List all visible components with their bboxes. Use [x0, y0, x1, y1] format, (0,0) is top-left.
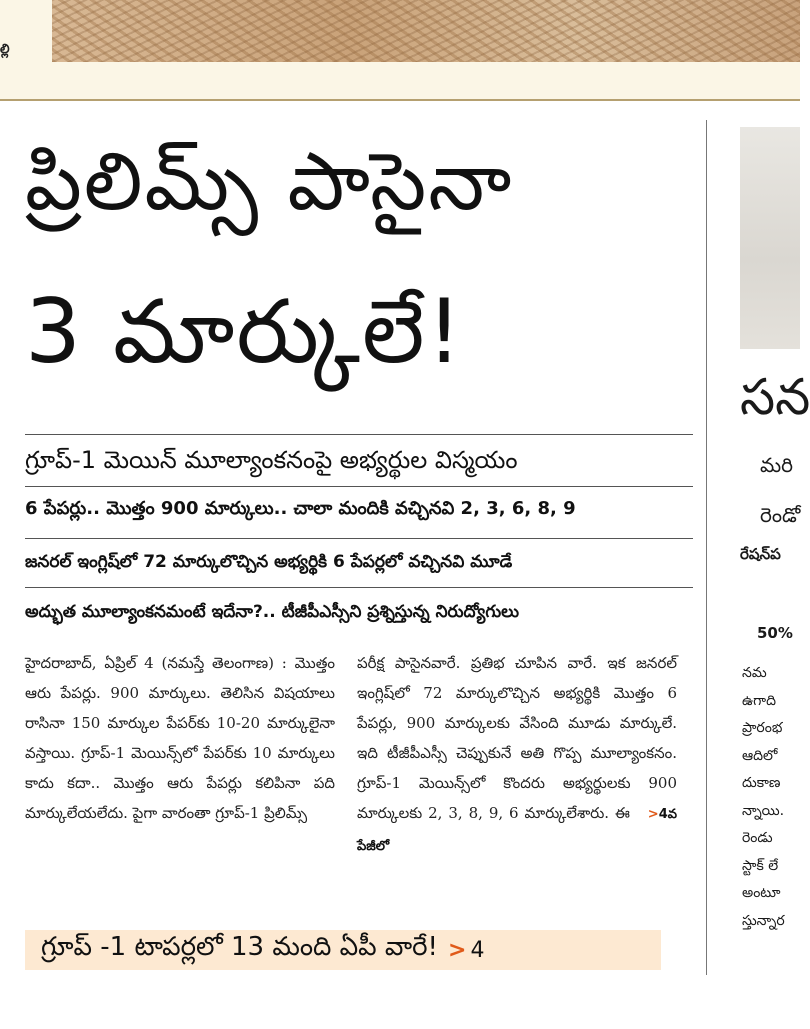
rule [25, 486, 693, 487]
subhead-3: జనరల్ ఇంగ్లిష్‌లో 72 మార్కులొచ్చిన అభ్యర్థికి 6 పేపర్లలో వచ్చినవి మూడే [25, 552, 513, 572]
teaser-text: గ్రూప్ -1 టాపర్లలో 13 మంది ఏపీ వారే! [41, 932, 438, 962]
headline-line-1: ప్రిలిమ్స్ పాసైనా [25, 135, 514, 228]
adjacent-line: ఆదిలో [742, 747, 778, 764]
rule [25, 538, 693, 539]
body-column-2-text: పరీక్ష పాసైనవారే. ప్రతిభ చూపిన వారే. ఇక జనరల్ ఇంగ్లిష్‌లో 72 మార్కులొచ్చిన అభ్యర్థికి మొత్తం 6 పేపర్లు, 900 మార్కులకు వేసింది మూడు మార్కులే. ఇది టీజీపీఎస్సీ చెప్పుకునే అతి గొప్ప మూల్యాంకనం. గ్రూప్-1 మెయిన్స్‌లో కొందరు అభ్యర్థులకు 900 మార్కులకు 2, 3, 8, 9, 6 మార్కులేశారు. ఈ [357, 654, 677, 822]
banner-photo [52, 0, 800, 62]
adjacent-percent: 50% [757, 624, 793, 642]
adjacent-line: అంటూ [742, 885, 781, 901]
adjacent-line: నమ [742, 665, 767, 681]
adjacent-line: స్తున్నార [742, 912, 785, 929]
subhead-2: 6 పేపర్లు.. మొత్తం 900 మార్కులు.. చాలా మందికి వచ్చినవి 2, 3, 6, 8, 9 [25, 498, 576, 519]
adjacent-line: రెండు [742, 830, 773, 846]
banner-caption: ల్లి [0, 42, 10, 57]
rule [25, 587, 693, 588]
adjacent-headline: సన [740, 368, 810, 426]
teaser-page-number: 4 [470, 937, 485, 963]
teaser-box[interactable] [25, 930, 661, 970]
adjacent-body [742, 660, 800, 935]
adjacent-line: స్టాక్ లే [742, 857, 779, 874]
teaser-arrow-icon: > [448, 937, 467, 963]
adjacent-line: ఉగాది [742, 692, 776, 709]
headline-line-2: 3 మార్కులే! [25, 280, 464, 383]
subhead-1: గ్రూప్-1 మెయిన్ మూల్యాంకనంపై అభ్యర్థుల విస్మయం [25, 446, 518, 474]
adjacent-bold-line: రేషన్‌ప [740, 545, 781, 563]
body-column-1: హైదరాబాద్, ఏప్రిల్ 4 (నమస్తే తెలంగాణ) : మొత్తం ఆరు పేపర్లు. 900 మార్కులు. తెలిసిన విషయాలు రాసినా 150 మార్కుల పేపర్‌కు 10-20 మార్కులైనా వస్తాయి. గ్రూప్-1 మెయిన్స్‌లో పేపర్‌కు 10 మార్కులు కాదు కదా.. మొత్తం ఆరు పేపర్లు కలిపినా పది మార్కులేయలేదు. పైగా వారంతా గ్రూప్-1 ప్రిలిమ్స్ [25, 654, 335, 822]
subhead-4: అద్భుత మూల్యాంకనమంటే ఇదేనా?.. టీజీపీఎస్సీని ప్రశ్నిస్తున్న నిరుద్యోగులు [25, 602, 520, 622]
jump-arrow-icon[interactable]: > [647, 807, 659, 822]
adjacent-line: న్నాయి. [742, 802, 785, 819]
rule [25, 434, 693, 435]
adjacent-subhead-1: మరి [760, 453, 794, 477]
band-divider [0, 99, 800, 101]
adjacent-line: ప్రారంభ [742, 720, 783, 736]
adjacent-subhead-2: రెండో [760, 503, 801, 527]
column-divider [706, 120, 707, 975]
adjacent-story-photo [740, 127, 800, 349]
body-column-2 [357, 648, 677, 862]
adjacent-line: దుకాణ [742, 775, 781, 791]
jump-link[interactable]: 4వ పేజీలో [357, 807, 677, 854]
